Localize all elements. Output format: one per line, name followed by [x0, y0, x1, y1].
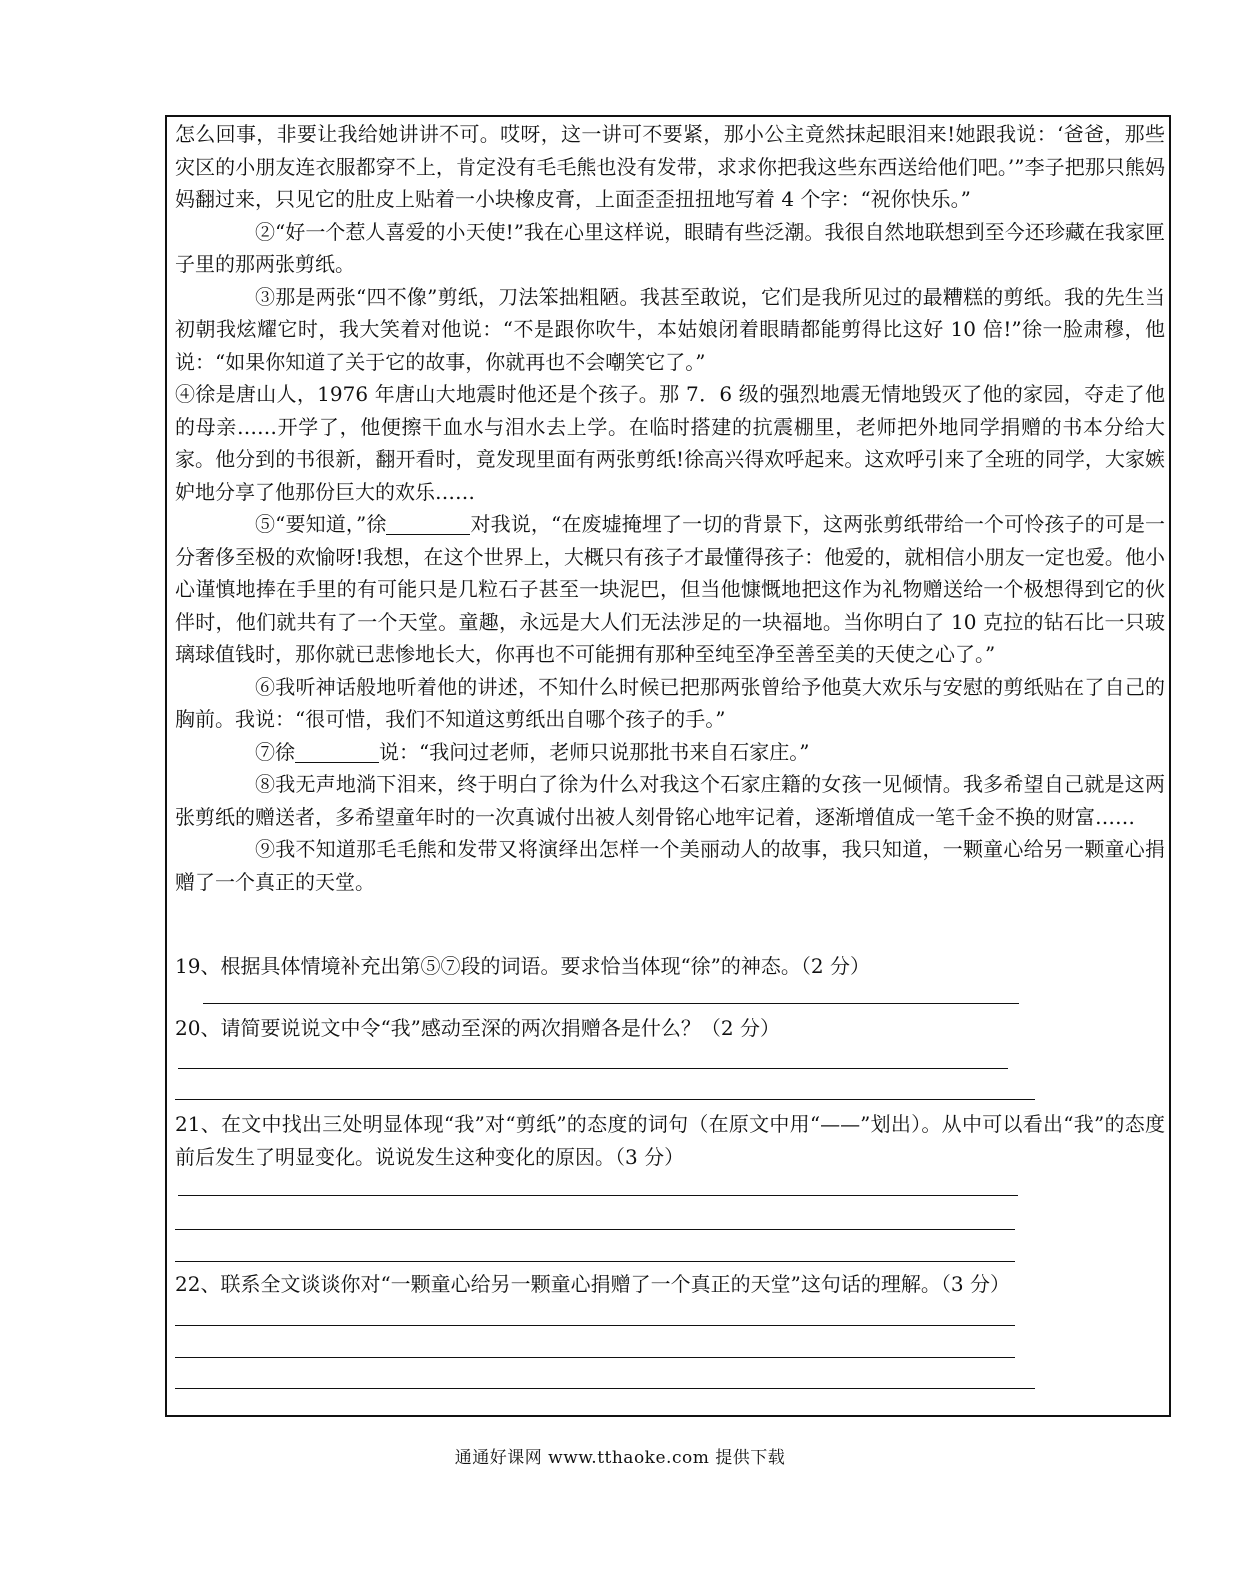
paragraph-5-start: ⑤“要知道，”徐	[255, 512, 387, 536]
paragraph-5-rest: 对我说，“在废墟掩埋了一切的背景下，这两张剪纸带给一个可怜孩子的可是一分奢侈至极的欢愉呀!我想，在这个世界上，大概只有孩子才最懂得孩子：他爱的，就相信小朋友一定也爱。他小心谨慎地捧在手里的有可能只是几粒石子甚至一块泥巴，但当他慷慨地把这作为礼物赠送给一个极想得到它的伙伴时，他们就共有了一个天堂。童趣，永远是大人们无法涉足的一块福地。当你明白了 10 克拉的钻石比一只玻璃球值钱时，那你就已悲惨地长大，你再也不可能拥有那种至纯至净至善至美的天使之心了。”	[175, 512, 1165, 666]
exam-content	[175, 118, 1165, 898]
answer-line-21c[interactable]	[175, 1261, 1015, 1262]
question-19: 19、根据具体情境补充出第⑤⑦段的词语。要求恰当体现“徐”的神态。（2 分）	[175, 954, 870, 978]
paragraph-1-continued: 怎么回事，非要让我给她讲讲不可。哎呀，这一讲可不要紧，那小公主竟然抹起眼泪来!她跟我说：‘爸爸，那些灾区的小朋友连衣服都穿不上，肯定没有毛毛熊也没有发带，求求你把我这些东西送给他们吧。’”李子把那只熊妈妈翻过来，只见它的肚皮上贴着一小块橡皮膏，上面歪歪扭扭地写着 4 个字：“祝你快乐。”	[175, 122, 1165, 211]
paragraph-6: ⑥我听神话般地听着他的讲述，不知什么时候已把那两张曾给予他莫大欢乐与安慰的剪纸贴在了自己的胸前。我说：“很可惜，我们不知道这剪纸出自哪个孩子的手。”	[175, 674, 1165, 731]
answer-line-22a[interactable]	[175, 1325, 1015, 1326]
paragraph-3: ③那是两张“四不像”剪纸，刀法笨拙粗陋。我甚至敢说，它们是我所见过的最糟糕的剪纸。我的先生当初朝我炫耀它时，我大笑着对他说：“不是跟你吹牛，本姑娘闭着眼睛都能剪得比这好 10 倍!”徐一脸肃穆，他说：“如果你知道了关于它的故事，你就再也不会嘲笑它了。”	[175, 284, 1165, 374]
answer-line-20b[interactable]	[175, 1099, 1035, 1100]
paragraph-8: ⑧我无声地淌下泪来，终于明白了徐为什么对我这个石家庄籍的女孩一见倾情。我多希望自己就是这两张剪纸的赠送者，多希望童年时的一次真诚付出被人刻骨铭心地牢记着，逐渐增值成一笔千金不换的财富……	[175, 772, 1165, 829]
paragraph-7-start: ⑦徐	[255, 739, 295, 764]
answer-line-19[interactable]	[203, 1003, 1019, 1004]
answer-line-22c[interactable]	[175, 1388, 1035, 1389]
paragraph-4: ④徐是唐山人，1976 年唐山大地震时他还是个孩子。那 7．6 级的强烈地震无情地毁灭了他的家园，夺走了他的母亲……开学了，他便擦干血水与泪水去上学。在临时搭建的抗震棚里，老师把外地同学捐赠的书本分给大家。他分到的书很新，翻开看时，竟发现里面有两张剪纸!徐高兴得欢呼起来。这欢呼引来了全班的同学，大家嫉妒地分享了他那份巨大的欢乐……	[175, 382, 1165, 504]
paragraph-7-rest: 说：“我问过老师，老师只说那批书来自石家庄。”	[379, 739, 810, 764]
question-21: 21、在文中找出三处明显体现“我”对“剪纸”的态度的词句（在原文中用“——”划出）。从中可以看出“我”的态度前后发生了明显变化。说说发生这种变化的原因。（3 分）	[175, 1112, 1165, 1169]
question-20: 20、请简要说说文中令“我”感动至深的两次捐赠各是什么？（2 分）	[175, 1016, 780, 1040]
question-22: 22、联系全文谈谈你对“一颗童心给另一颗童心捐赠了一个真正的天堂”这句话的理解。（3 分）	[175, 1272, 1010, 1296]
paragraph-2: ②“好一个惹人喜爱的小天使!”我在心里这样说，眼睛有些泛潮。我很自然地联想到至今还珍藏在我家匣子里的那两张剪纸。	[175, 219, 1165, 276]
paragraph-7	[175, 736, 1165, 769]
answer-line-22b[interactable]	[175, 1357, 1015, 1358]
answer-line-21a[interactable]	[178, 1195, 1018, 1196]
answer-line-21b[interactable]	[175, 1229, 1015, 1230]
fill-blank-5[interactable]	[386, 514, 470, 535]
fill-blank-7[interactable]	[295, 742, 379, 763]
answer-line-20a[interactable]	[178, 1068, 1008, 1069]
footer-source: 通通好课网 www.tthaoke.com 提供下载	[454, 1448, 786, 1468]
paragraph-5	[175, 508, 1165, 671]
paragraph-9: ⑨我不知道那毛毛熊和发带又将演绎出怎样一个美丽动人的故事，我只知道，一颗童心给另一颗童心捐赠了一个真正的天堂。	[175, 837, 1165, 894]
